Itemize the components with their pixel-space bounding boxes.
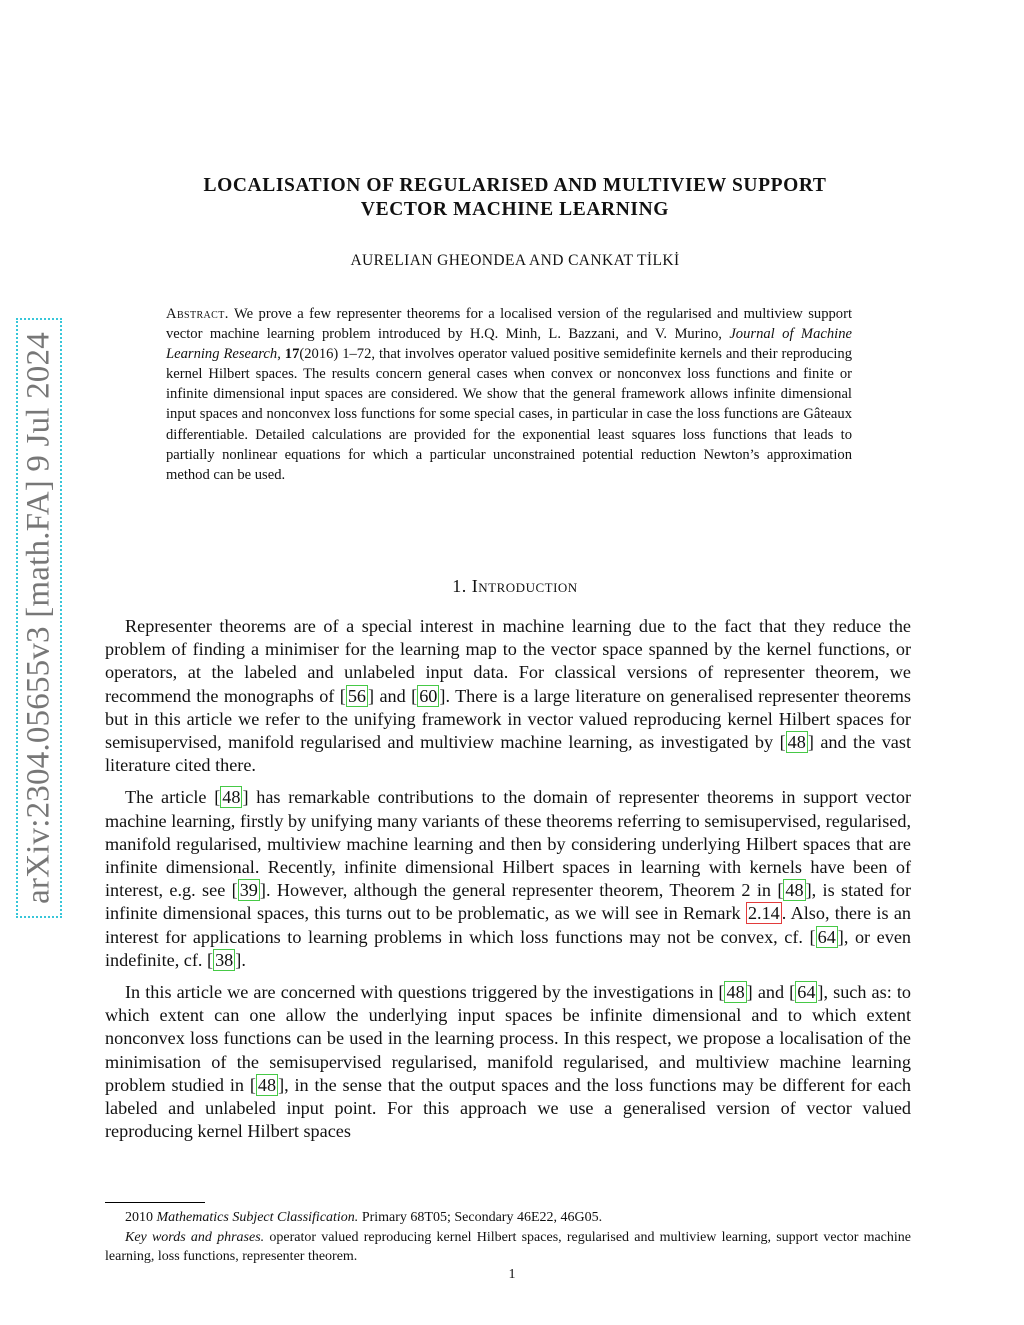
- citation-link[interactable]: [ 64 ]: [789, 982, 824, 1003]
- text-run: and: [752, 982, 790, 1003]
- abstract-text-b: ,: [277, 346, 285, 363]
- text-run: , or even indefinite, cf.: [105, 926, 911, 970]
- title-line-2: VECTOR MACHINE LEARNING: [360, 199, 670, 220]
- page-number: 1: [508, 1267, 516, 1282]
- footnote-classification: [105, 1208, 911, 1228]
- text-run: , in the sense that the output spaces and the loss functions may be different for each labeled and unlabeled input point. For this approach we use a generalised version of vector valued reproducing kernel Hilbert spaces: [105, 1074, 912, 1142]
- text-run: . However, although the general representer theorem, Theorem 2 in: [265, 880, 778, 901]
- footnote-label: Key words and phrases.: [125, 1229, 265, 1245]
- text-run: .: [241, 949, 246, 970]
- citation-link[interactable]: [ 60 ]: [411, 685, 446, 706]
- footnote-year: 2010: [125, 1210, 157, 1225]
- citation-label: 38: [215, 949, 234, 970]
- text-run: . There is a large literature on generalised representer theorems but in this article we refer to the unifying framework in vector valued reproducing kernel Hilbert spaces for semisupervised, manifold regularised and multiview machine learning, as investigated by: [105, 685, 911, 753]
- text-run: , such as: to which extent can one allow the underlying input spaces be infinite dimensional and to which extent nonconvex loss functions can be used in the learning process. In this respect, we propose a localisation of the minimisation of the semisupervised regularised, manifold regularised, and multiview machine learning problem studied in: [105, 982, 911, 1095]
- introduction-body: [105, 615, 911, 1152]
- section-title: Introduction: [471, 576, 578, 596]
- citation-link[interactable]: [ 56 ]: [339, 685, 375, 706]
- remark-link[interactable]: [746, 902, 782, 924]
- authors: AURELIAN GHEONDEA AND CANKAT TİLKİ: [350, 252, 680, 269]
- text-run: has remarkable contributions to the domain of representer theorems in support vector machine learning, firstly by unifying many variants of these theorems referring to semisupervised, regularised, manifold regularised, multiview machine learning and then by considering underlying Hilbert spaces that are infinite dimensional. Recently, infinite dimensional Hilbert spaces in learning with kernels have been of interest, e.g. see: [105, 787, 911, 901]
- abstract-journal: Journal of Machine Learning Research: [166, 326, 852, 363]
- section-number: 1.: [452, 576, 467, 596]
- abstract-volume: 17: [284, 346, 300, 363]
- citation-link[interactable]: [ 64 ]: [809, 926, 844, 947]
- text-run: The article: [125, 787, 215, 808]
- text-run: and: [374, 685, 412, 706]
- citation-link[interactable]: [ 48 ]: [779, 732, 814, 753]
- citation-link[interactable]: [ 48 ]: [718, 982, 753, 1003]
- footnotes: [105, 1208, 911, 1267]
- abstract: [166, 304, 852, 485]
- paragraph-3: [105, 981, 911, 1143]
- section-heading: [120, 576, 910, 597]
- arxiv-identifier-text: arXiv:2304.05655v3 [math.FA] 9 Jul 2024: [20, 332, 57, 904]
- citation-link[interactable]: [ 39 ]: [231, 880, 266, 901]
- paragraph-1: [105, 615, 911, 777]
- text-run: , is stated for infinite dimensional spaces, this turns out to be problematic, as we will see in Remark: [105, 880, 911, 924]
- abstract-text-c: (2016) 1–72, that involves operator valued positive semidefinite kernels and their reproducing kernel Hilbert spaces. The results concern general cases when convex or nonconvex loss functions and finite or infinite dimensional input spaces are considered. We show that the general framework allows infinite dimensional input spaces and nonconvex loss functions for some special cases, in particular in case the loss functions are Gâteaux differentiable. Detailed calculations are provided for the exponential least squares loss functions that leads to partially nonlinear equations for which a particular unconstrained potential reduction Newton’s approximation method can be used.: [166, 346, 853, 483]
- citation-label: 48: [787, 732, 806, 753]
- footnote-divider: [105, 1202, 205, 1203]
- paragraph-2: [105, 786, 911, 972]
- text-run: In this article we are concerned with questions triggered by the investigations in: [125, 982, 719, 1003]
- title-line-1: LOCALISATION OF REGULARISED AND MULTIVIEW SUPPORT: [203, 175, 827, 196]
- citation-label: 64: [797, 982, 816, 1003]
- text-run: and the vast literature cited there.: [105, 732, 912, 776]
- citation-label: 60: [419, 685, 438, 706]
- text-run: Representer theorems are of a special interest in machine learning due to the fact that they reduce the problem of finding a minimiser for the learning map to the vector space spanned by the kernel functions, or operators, at the labeled and unlabeled input data. For classical versions of representer theorem, we recommend the monographs of: [105, 616, 911, 706]
- abstract-text-a: We prove a few representer theorems for a localised version of the regularised and multiview support vector machine learning problem introduced by H.Q. Minh, L. Bazzani, and V. Murino,: [166, 306, 852, 343]
- citation-label: 39: [239, 880, 258, 901]
- text-run: . Also, there is an interest for applications to learning problems in which loss functions may not be convex, cf.: [105, 903, 911, 947]
- footnote-label: Mathematics Subject Classification.: [156, 1210, 359, 1225]
- footnote-text: operator valued reproducing kernel Hilbert spaces, regularised and multiview learning, support vector machine learning, loss functions, representer theorem.: [105, 1229, 911, 1264]
- citation-link[interactable]: [ 48 ]: [214, 787, 249, 808]
- paper-title: [120, 174, 910, 222]
- citation-label: 48: [257, 1074, 277, 1095]
- citation-label: 56: [347, 685, 366, 706]
- citation-link[interactable]: [ 48 ]: [249, 1074, 285, 1095]
- citation-link[interactable]: [ 38 ]: [207, 949, 242, 970]
- footnote-text: Primary 68T05; Secondary 46E22, 46G05.: [358, 1210, 603, 1225]
- citation-label: 48: [222, 787, 241, 808]
- citation-label: 48: [726, 982, 745, 1003]
- citation-label: 48: [785, 880, 804, 901]
- citation-label: 64: [817, 926, 836, 947]
- abstract-heading: Abstract.: [166, 306, 229, 322]
- remark-label: 2.14: [747, 903, 780, 924]
- arxiv-identifier-stamp: [16, 318, 62, 918]
- citation-link[interactable]: [ 48 ]: [777, 880, 812, 901]
- footnote-keywords: [105, 1228, 911, 1267]
